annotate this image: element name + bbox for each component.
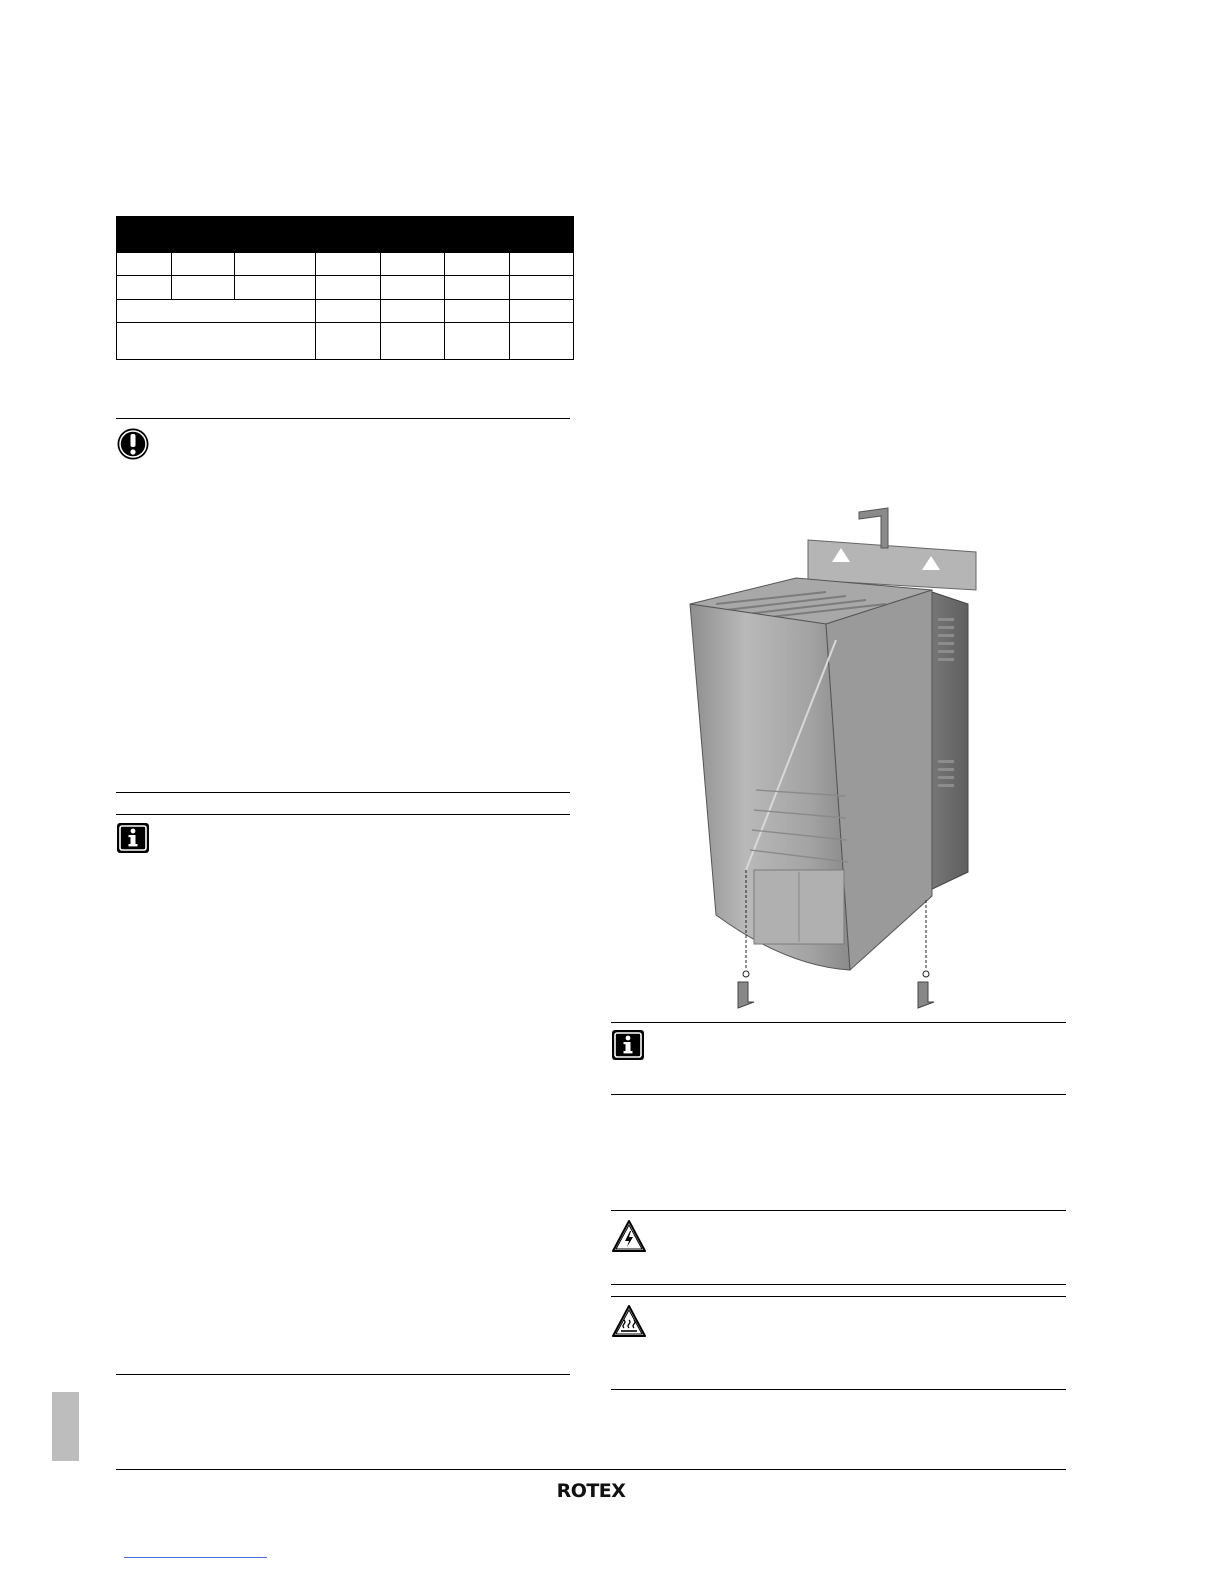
table-col-divider	[444, 253, 445, 359]
table-col-divider	[234, 253, 235, 299]
info-icon	[116, 822, 150, 854]
table-col-divider	[171, 253, 172, 299]
table-header-bar	[116, 216, 574, 253]
table-row-divider	[117, 322, 573, 323]
unit-installation-figure	[676, 500, 996, 1015]
data-table	[116, 216, 574, 360]
table-col-divider	[315, 253, 316, 359]
info-icon	[611, 1029, 645, 1061]
table-body	[116, 253, 574, 360]
footer-rule	[116, 1469, 1066, 1470]
notice-top-rule	[116, 814, 570, 815]
notice-bottom-rule	[611, 1284, 1066, 1285]
footer-link-underline[interactable]	[124, 1557, 267, 1558]
exclamation-icon	[116, 427, 150, 461]
brand-logo: ROTEX	[556, 1480, 626, 1502]
table-row-divider	[117, 275, 573, 276]
notice-top-rule	[611, 1296, 1066, 1297]
notice-top-rule	[611, 1022, 1066, 1023]
notice-bottom-rule	[611, 1094, 1066, 1095]
table-row-divider	[117, 299, 573, 300]
notice-bottom-rule	[116, 792, 570, 793]
table-col-divider	[380, 253, 381, 359]
notice-top-rule	[116, 418, 570, 419]
notice-top-rule	[611, 1210, 1066, 1211]
chapter-side-tab	[52, 1392, 79, 1461]
notice-bottom-rule	[116, 1374, 570, 1375]
hot-surface-icon	[611, 1304, 647, 1338]
notice-bottom-rule	[611, 1389, 1066, 1390]
table-col-divider	[509, 253, 510, 359]
electric-hazard-icon	[611, 1219, 647, 1253]
